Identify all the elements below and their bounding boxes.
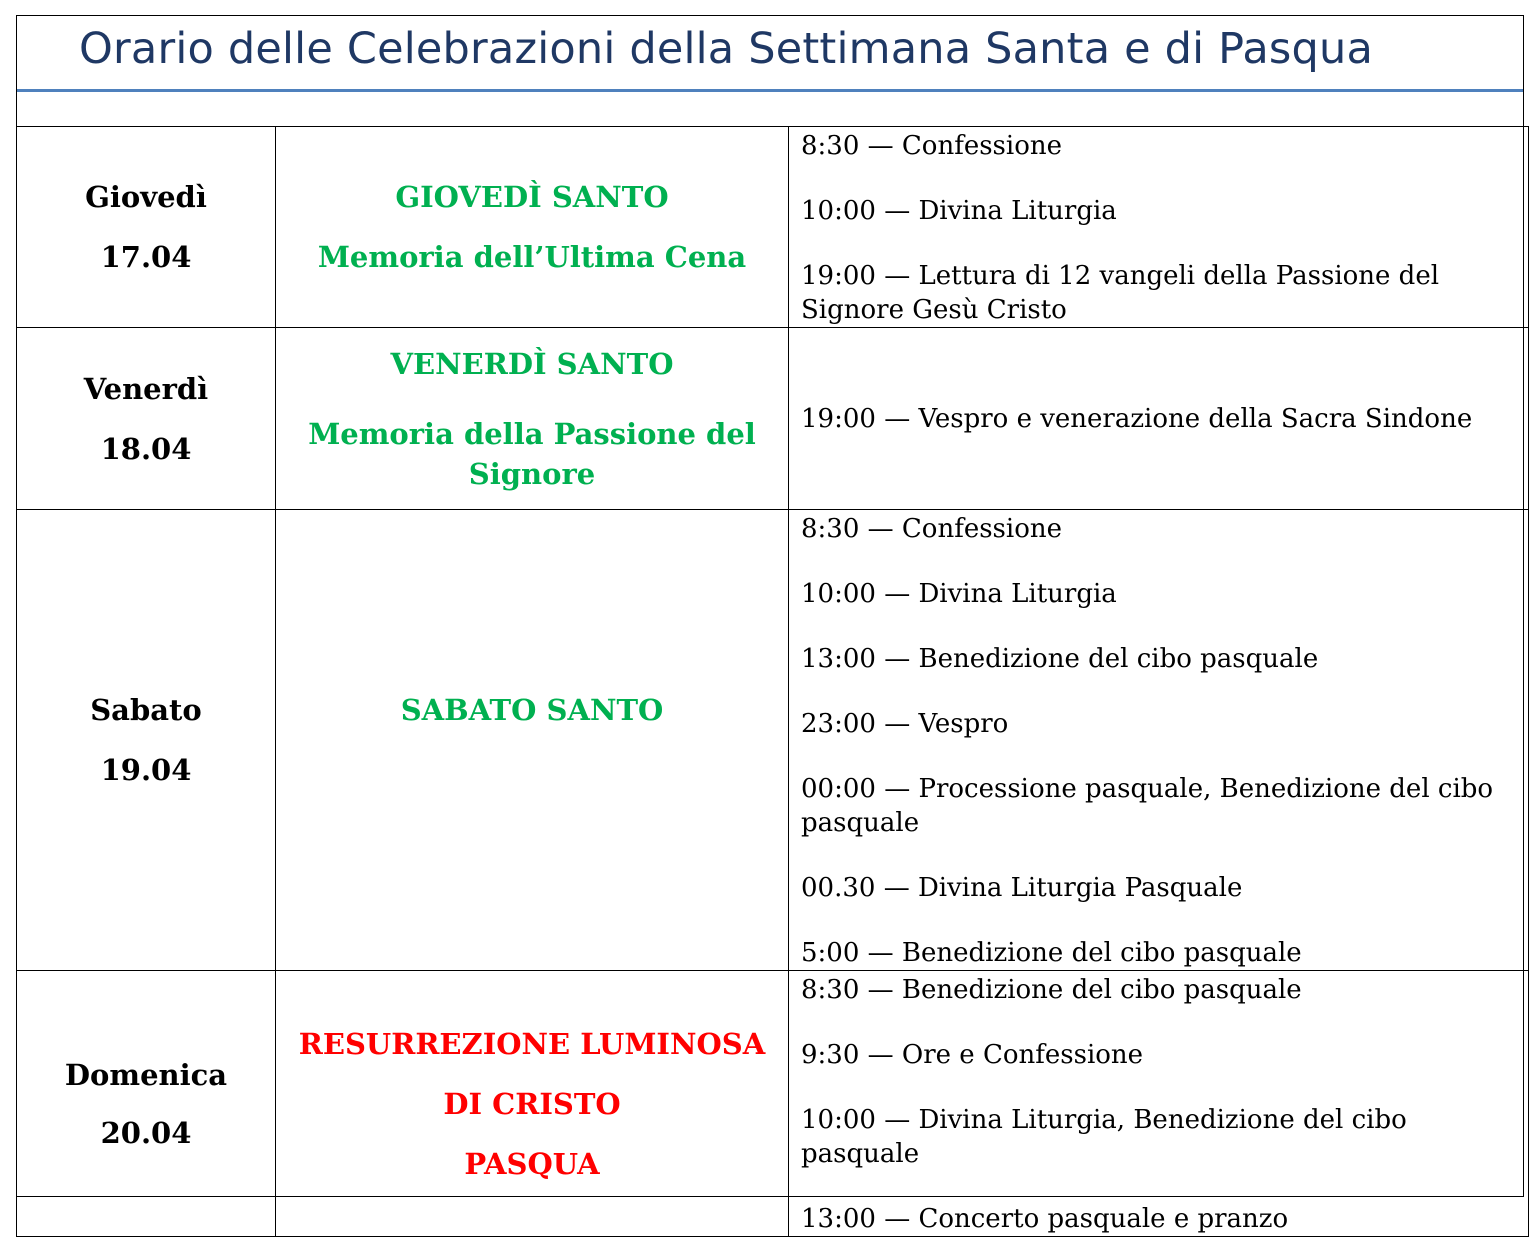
- event-item: 9:30 — Ore e Confessione: [801, 1040, 1144, 1070]
- event-item: 5:00 — Benedizione del cibo pasquale: [801, 938, 1302, 968]
- event-item: 10:00 — Divina Liturgia: [801, 579, 1117, 609]
- event-item: 10:00 — Divina Liturgia: [801, 196, 1117, 226]
- feast-line: Memoria della Passione del Signore: [308, 416, 756, 491]
- feast-cell: [276, 127, 789, 328]
- event-item: 19:00 — Lettura di 12 vangeli della Passione del Signore Gesù Cristo: [801, 261, 1440, 325]
- day-name: Domenica: [64, 1057, 228, 1092]
- event-item: 8:30 — Confessione: [801, 514, 1063, 544]
- page-title: Orario delle Celebrazioni della Settimana Santa e di Pasqua: [79, 24, 1373, 74]
- day-name: Giovedì: [85, 180, 207, 214]
- day-date: 18.04: [100, 431, 192, 466]
- day-cell: [17, 127, 276, 328]
- day-cell: [17, 510, 276, 971]
- day-name: Sabato: [90, 693, 202, 727]
- event-item: 19:00 — Vespro e venerazione della Sacra Sindone: [801, 403, 1473, 434]
- table-row: [17, 971, 1529, 1237]
- events-cell: [789, 971, 1529, 1237]
- feast-line: DI CRISTO: [443, 1086, 621, 1121]
- event-list: [789, 127, 1528, 327]
- feast-cell: [276, 510, 789, 971]
- feast-line: GIOVEDÌ SANTO: [395, 180, 669, 214]
- feast-line: PASQUA: [464, 1146, 600, 1181]
- day-date: 20.04: [100, 1115, 192, 1150]
- event-item: 10:00 — Divina Liturgia, Benedizione del cibo pasquale: [801, 1105, 1407, 1169]
- day-name: Venerdì: [83, 371, 209, 406]
- title-bar: [17, 16, 1523, 92]
- feast-line: SABATO SANTO: [400, 693, 664, 727]
- day-cell: [17, 971, 276, 1237]
- event-item: 8:30 — Benedizione del cibo pasquale: [801, 975, 1302, 1005]
- event-list: [789, 971, 1528, 1236]
- feast-cell: [276, 971, 789, 1237]
- events-cell: [789, 127, 1529, 328]
- event-item: 00:00 — Processione pasquale, Benedizione del cibo pasquale: [801, 774, 1494, 838]
- day-cell: [17, 328, 276, 510]
- feast-line: RESURREZIONE LUMINOSA: [298, 1026, 766, 1061]
- feast-line: VENERDÌ SANTO: [390, 346, 674, 381]
- table-row: [17, 510, 1529, 971]
- event-item: 23:00 — Vespro: [801, 709, 1009, 739]
- events-cell: [789, 510, 1529, 971]
- day-date: 17.04: [100, 240, 192, 274]
- event-item: 00.30 — Divina Liturgia Pasquale: [801, 873, 1243, 903]
- table-row: [17, 127, 1529, 328]
- day-date: 19.04: [100, 753, 192, 787]
- table-row: [17, 328, 1529, 510]
- event-item: 8:30 — Confessione: [801, 131, 1063, 161]
- feast-line: Memoria dell’Ultima Cena: [317, 240, 747, 274]
- feast-cell: [276, 328, 789, 510]
- event-list: [789, 510, 1528, 970]
- event-item: 13:00 — Concerto pasquale e pranzo: [801, 1204, 1289, 1234]
- event-item: 13:00 — Benedizione del cibo pasquale: [801, 644, 1319, 674]
- events-cell: [789, 328, 1529, 510]
- schedule-table: [16, 126, 1529, 1237]
- event-list: [789, 402, 1528, 436]
